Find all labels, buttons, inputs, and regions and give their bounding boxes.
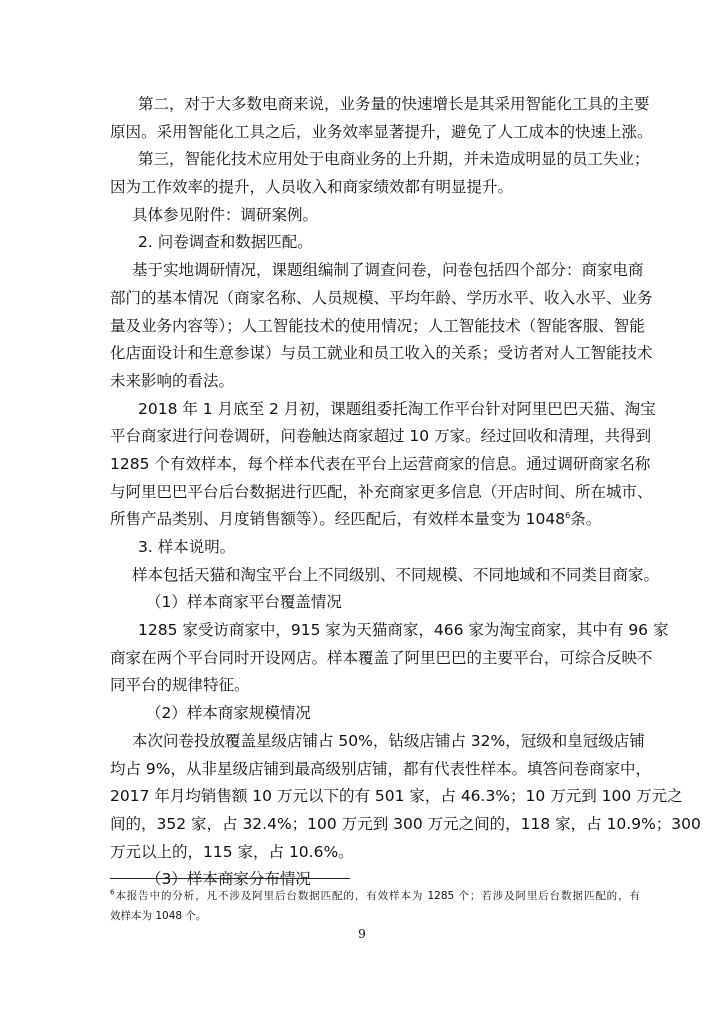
paragraph-line: 因为工作效率的提升，人员收入和商家绩效都有明显提升。 xyxy=(110,178,514,197)
page-number: 9 xyxy=(358,927,366,941)
paragraph-line: 样本包括天猫和淘宝平台上不同级别、不同规模、不同地域和不同类目商家。 xyxy=(132,565,660,584)
paragraph-line: 化店面设计和生意参谋）与员工就业和员工收入的关系；受访者对人工智能技术 xyxy=(110,344,653,363)
paragraph-line: 3. 样本说明。 xyxy=(138,538,236,556)
paragraph-line: 本次问卷投放覆盖星级店铺占 50%，钻级店铺占 32%，冠级和皇冠级店铺 xyxy=(132,731,645,750)
paragraph-line: 1285 个有效样本，每个样本代表在平台上运营商家的信息。通过调研商家名称 xyxy=(110,454,651,473)
paragraph-line: 万元以上的，115 家，占 10.6%。 xyxy=(110,842,354,861)
paragraph-line: 未来影响的看法。 xyxy=(110,371,235,390)
paragraph-line xyxy=(110,506,640,534)
paragraph-line: （1）样本商家平台覆盖情况 xyxy=(146,593,342,612)
footnote xyxy=(110,886,640,926)
paragraph-line: （2）样本商家规模情况 xyxy=(146,704,311,723)
paragraph-line: 基于实地调研情况，课题组编制了调查问卷，问卷包括四个部分：商家电商 xyxy=(132,261,644,280)
footnote-mark: 6 xyxy=(110,888,115,897)
paragraph-line: 2018 年 1 月底至 2 月初，课题组委托淘工作平台针对阿里巴巴天猫、淘宝 xyxy=(138,399,656,418)
paragraph-line: 原因。采用智能化工具之后，业务效率显著提升，避免了人工成本的快速上涨。 xyxy=(110,122,653,141)
paragraph-line: 部门的基本情况（商家名称、人员规模、平均年龄、学历水平、收入水平、业务 xyxy=(110,288,653,307)
paragraph-line: 量及业务内容等）；人工智能技术的使用情况；人工智能技术（智能客服、智能 xyxy=(110,316,645,335)
paragraph-line: 同平台的规律特征。 xyxy=(110,676,250,695)
paragraph-line: 商家在两个平台同时开设网店。样本覆盖了阿里巴巴的主要平台，可综合反映不 xyxy=(110,648,653,667)
paragraph-line: 间的，352 家，占 32.4%；100 万元到 300 万元之间的，118 家，占 10.9%；300 xyxy=(110,814,701,833)
line-text: 条。 xyxy=(570,510,602,529)
footnote-divider xyxy=(110,878,350,879)
paragraph-line: 均占 9%，从非星级店铺到最高级别店铺，都有代表性样本。填答问卷商家中， xyxy=(110,759,652,778)
paragraph-line: 2. 问卷调查和数据匹配。 xyxy=(138,233,313,252)
footnote-line-1: 本报告中的分析，凡不涉及阿里后台数据匹配的，有效样本为 1285 个；若涉及阿里后台数据匹配的，有 xyxy=(114,890,640,902)
line-text: 所售产品类别、月度销售额等）。经匹配后，有效样本量变为 1048 xyxy=(110,510,566,529)
paragraph-line: 具体参见附件：调研案例。 xyxy=(132,205,319,224)
body-text xyxy=(110,91,701,894)
footnote-line-2: 效样本为 1048 个。 xyxy=(110,910,207,922)
paragraph-line: （3）样本商家分布情况 xyxy=(146,870,311,889)
paragraph-line: 第三，智能化技术应用处于电商业务的上升期，并未造成明显的员工失业； xyxy=(138,150,650,169)
paragraph-line: 1285 家受访商家中，915 家为天猫商家，466 家为淘宝商家，其中有 96 家 xyxy=(138,621,669,640)
paragraph-line: 平台商家进行问卷调研，问卷触达商家超过 10 万家。经过回收和清理，共得到 xyxy=(110,427,652,446)
footnote-reference: 6 xyxy=(565,511,571,521)
paragraph-line: 2017 年月均销售额 10 万元以下的有 501 家，占 46.3%；10 万元到 100 万元之 xyxy=(110,787,683,806)
paragraph-line: 第二，对于大多数电商来说，业务量的快速增长是其采用智能化工具的主要 xyxy=(138,95,650,113)
paragraph-line: 与阿里巴巴平台后台数据进行匹配，补充商家更多信息（开店时间、所在城市、 xyxy=(110,482,653,501)
